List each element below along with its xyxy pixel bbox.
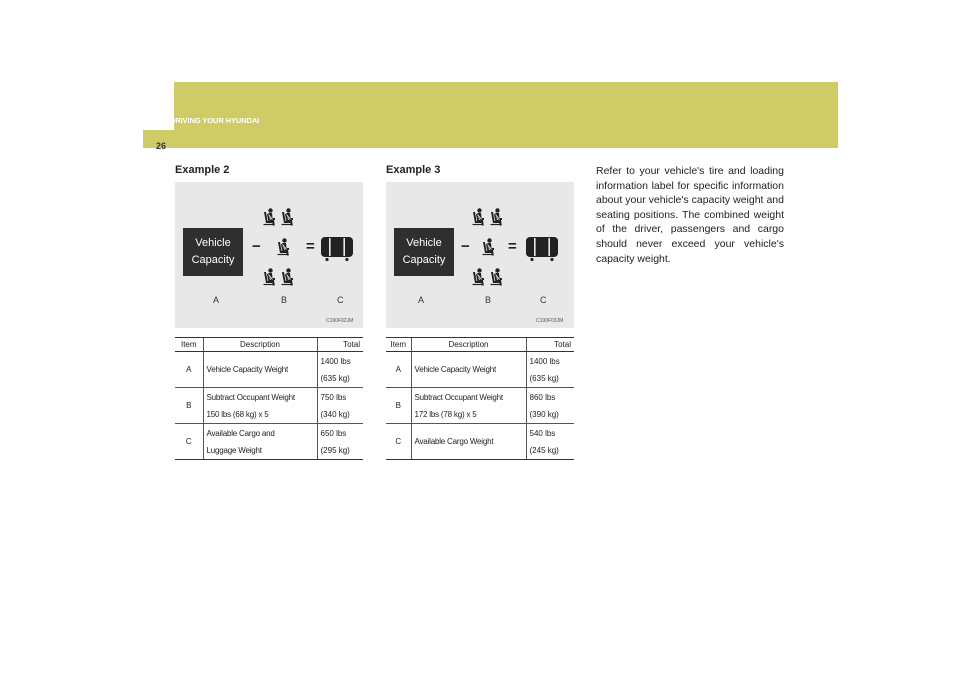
occupant-icon [481, 238, 495, 256]
total-line: 540 lbs [529, 428, 556, 438]
item-cell: C [386, 424, 411, 460]
total-cell [526, 352, 574, 388]
total-line: (340 kg) [320, 409, 350, 419]
item-cell: B [386, 388, 411, 424]
occupant-icon [489, 268, 503, 286]
column-header-total: Total [526, 338, 574, 352]
description-line: Subtract Occupant Weight [414, 392, 503, 402]
column-header-item: Item [175, 338, 203, 352]
total-line: 750 lbs [320, 392, 347, 402]
description-line: Available Cargo and [206, 428, 275, 438]
description-cell [411, 388, 526, 424]
total-cell [526, 424, 574, 460]
minus-sign: − [252, 238, 261, 255]
vehicle-capacity-label-line1: Vehicle [195, 237, 231, 249]
description-cell [203, 352, 317, 388]
figure-code: C190F03JM [536, 318, 564, 324]
description-line: Available Cargo Weight [414, 437, 494, 446]
cargo-icon [525, 236, 559, 262]
figure-label-c: C [337, 295, 344, 305]
example-2-table [175, 337, 363, 460]
column-header-description: Description [203, 338, 317, 352]
table-row [386, 424, 574, 460]
cargo-icon [320, 236, 354, 262]
item-cell: B [175, 388, 203, 424]
vehicle-capacity-box [183, 228, 243, 276]
table-row [175, 388, 363, 424]
total-line: (635 kg) [320, 373, 350, 383]
figure-label-c: C [540, 295, 547, 305]
table-row [386, 388, 574, 424]
total-line: (390 kg) [529, 409, 559, 419]
total-line: 1400 lbs [320, 356, 351, 366]
equals-sign: = [508, 238, 517, 255]
minus-sign: − [461, 238, 470, 255]
description-cell [411, 352, 526, 388]
table-row [386, 352, 574, 388]
occupant-icon [262, 268, 276, 286]
example-2-figure [175, 182, 363, 328]
description-line: Subtract Occupant Weight [206, 392, 295, 402]
equals-sign: = [306, 238, 315, 255]
example-3-table [386, 337, 574, 460]
figure-label-b: B [485, 295, 492, 305]
description-line: Vehicle Capacity Weight [414, 365, 497, 374]
total-line: 860 lbs [529, 392, 556, 402]
table-row [175, 424, 363, 460]
occupant-icon [489, 208, 503, 226]
occupant-icon [280, 268, 294, 286]
description-line: 150 lbs (68 kg) x 5 [206, 409, 269, 419]
column-header-item: Item [386, 338, 411, 352]
total-line: (635 kg) [529, 373, 559, 383]
figure-label-b: B [281, 295, 288, 305]
figure-label-a: A [213, 295, 220, 305]
occupant-icon [471, 208, 485, 226]
column-header-total: Total [317, 338, 363, 352]
total-line: 650 lbs [320, 428, 347, 438]
figure-label-a: A [418, 295, 425, 305]
figure-code: C190F02JM [326, 318, 354, 324]
occupant-icon [471, 268, 485, 286]
vehicle-capacity-label-line1: Vehicle [406, 237, 442, 249]
item-cell: C [175, 424, 203, 460]
description-cell [411, 424, 526, 460]
description-line: Luggage Weight [206, 445, 262, 455]
vehicle-capacity-box [394, 228, 454, 276]
total-cell [526, 388, 574, 424]
example-2-title: Example 2 [175, 164, 230, 176]
vehicle-capacity-label-line2: Capacity [402, 254, 446, 266]
vehicle-capacity-label-line2: Capacity [191, 254, 235, 266]
table-row [175, 352, 363, 388]
total-line: 1400 lbs [529, 356, 560, 366]
total-cell [317, 388, 363, 424]
total-line: (245 kg) [529, 445, 559, 455]
total-cell [317, 424, 363, 460]
chapter-title: DRIVING YOUR HYUNDAI [170, 116, 260, 125]
description-cell [203, 388, 317, 424]
example-3-figure [386, 182, 574, 328]
description-line: Vehicle Capacity Weight [206, 365, 289, 374]
total-cell [317, 352, 363, 388]
occupant-icon [276, 238, 290, 256]
chapter-number: 2 [155, 113, 164, 130]
occupant-icon [262, 208, 276, 226]
item-cell: A [386, 352, 411, 388]
occupant-icon [280, 208, 294, 226]
description-line: 172 lbs (78 kg) x 5 [414, 409, 477, 419]
header-band [174, 82, 838, 148]
total-line: (295 kg) [320, 445, 350, 455]
column-header-description: Description [411, 338, 526, 352]
example-3-title: Example 3 [386, 164, 441, 176]
page-number: 26 [156, 141, 167, 151]
body-paragraph: Refer to your vehicle's tire and loading information label for specific information about your vehicle's capacity weight and seating positions. The combined weight of the driver, passengers and cargo should never exceed your vehicle's capacity weight. [596, 165, 784, 265]
item-cell: A [175, 352, 203, 388]
description-cell [203, 424, 317, 460]
